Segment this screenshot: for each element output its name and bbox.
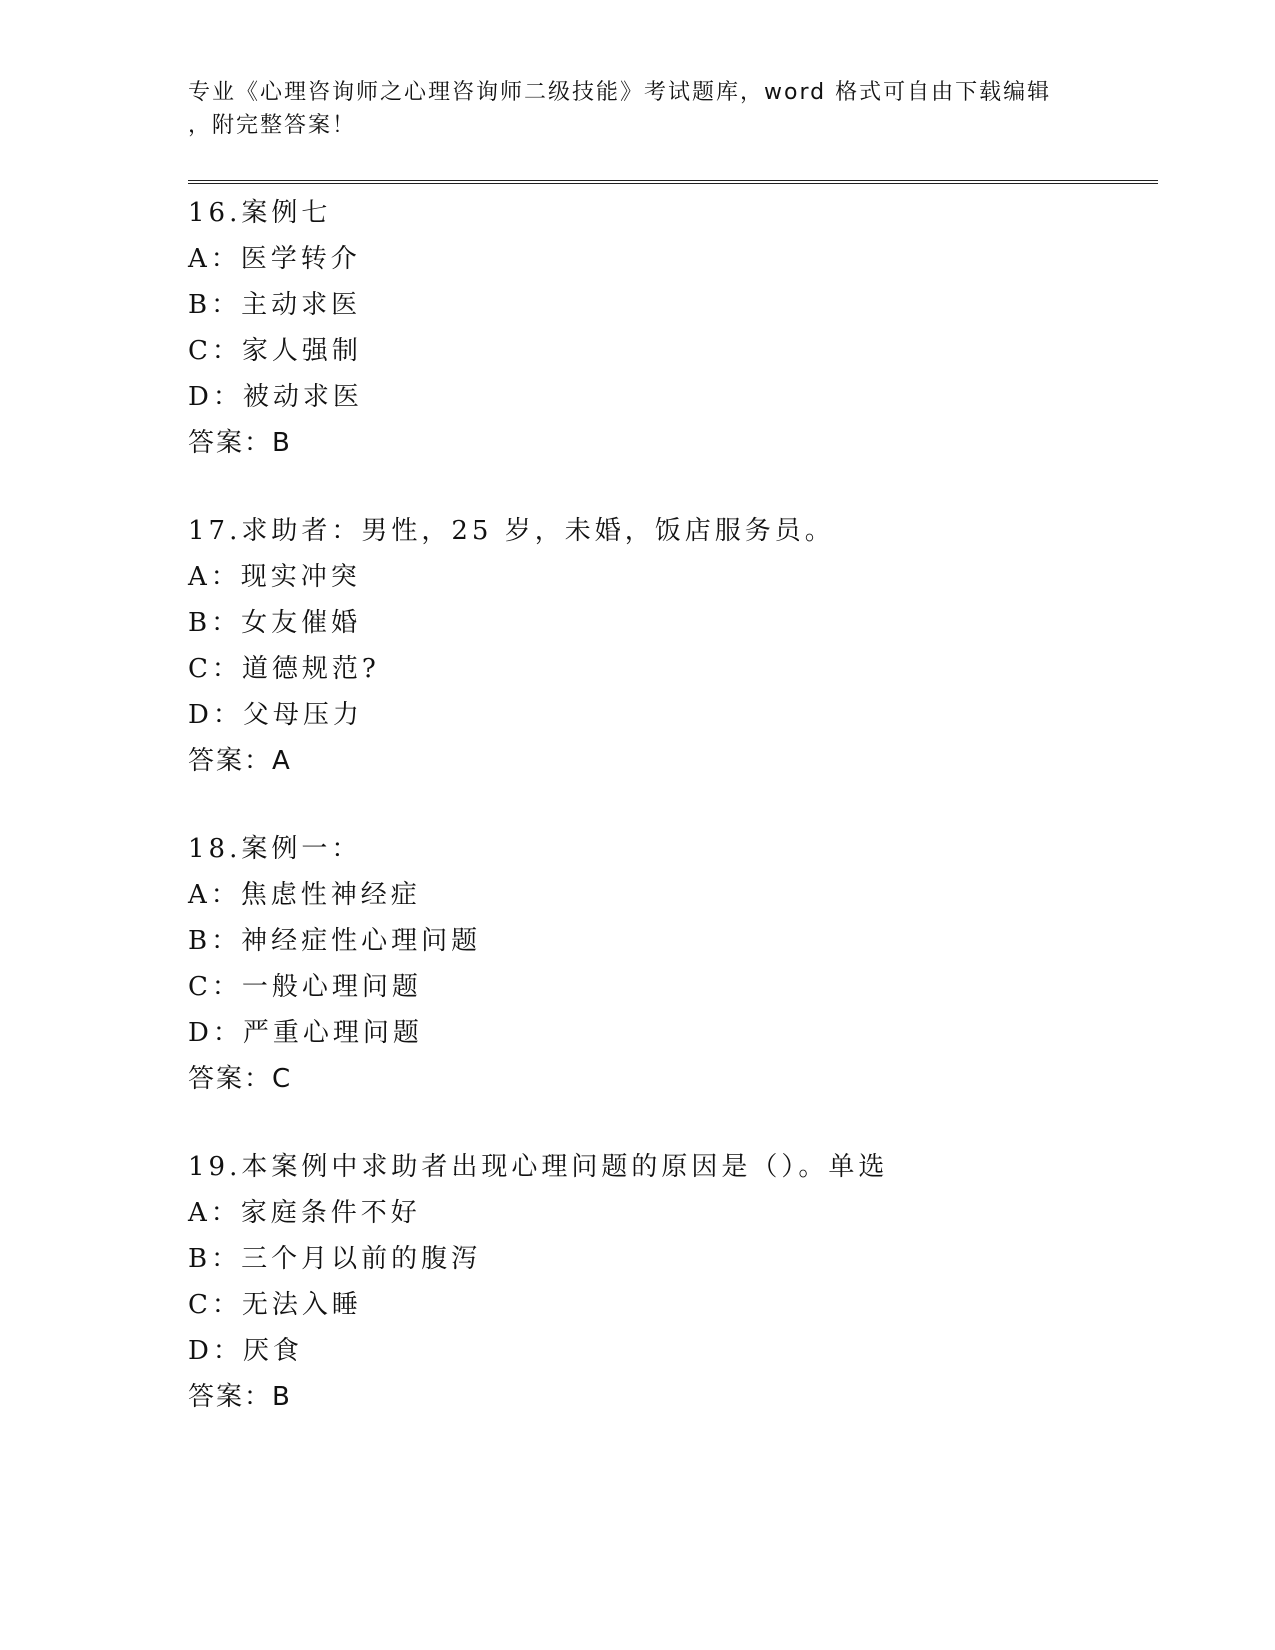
question-19 bbox=[188, 1144, 1138, 1420]
option-a: A：医学转介 bbox=[188, 244, 361, 274]
option-c: C：道德规范? bbox=[188, 654, 380, 684]
option-a: A：焦虑性神经症 bbox=[188, 880, 421, 910]
option-a: A：家庭条件不好 bbox=[188, 1198, 421, 1228]
answer-line: 答案：B bbox=[188, 428, 292, 458]
question-16 bbox=[188, 190, 1138, 466]
header-line-1: 专业《心理咨询师之心理咨询师二级技能》考试题库，word 格式可自由下载编辑 bbox=[188, 80, 1052, 105]
document-header bbox=[188, 76, 1088, 142]
option-b: B：主动求医 bbox=[188, 290, 362, 320]
option-d: D：厌食 bbox=[188, 1336, 303, 1366]
question-stem: 16.案例七 bbox=[188, 198, 332, 228]
option-c: C：无法入睡 bbox=[188, 1290, 362, 1320]
header-divider bbox=[188, 180, 1158, 184]
option-d: D：被动求医 bbox=[188, 382, 363, 412]
answer-line: 答案：B bbox=[188, 1382, 292, 1412]
question-stem: 18.案例一： bbox=[188, 834, 362, 864]
option-b: B：三个月以前的腹泻 bbox=[188, 1244, 482, 1274]
question-list bbox=[188, 190, 1138, 1462]
option-b: B：女友催婚 bbox=[188, 608, 362, 638]
question-stem: 17.求助者：男性，25 岁，未婚，饭店服务员。 bbox=[188, 516, 835, 546]
question-18 bbox=[188, 826, 1138, 1102]
option-b: B：神经症性心理问题 bbox=[188, 926, 482, 956]
option-c: C：一般心理问题 bbox=[188, 972, 422, 1002]
header-line-2: ，附完整答案！ bbox=[188, 113, 357, 138]
option-d: D：父母压力 bbox=[188, 700, 363, 730]
option-d: D：严重心理问题 bbox=[188, 1018, 423, 1048]
answer-line: 答案：C bbox=[188, 1064, 293, 1094]
question-stem: 19.本案例中求助者出现心理问题的原因是（）。单选 bbox=[188, 1152, 889, 1182]
option-a: A：现实冲突 bbox=[188, 562, 361, 592]
option-c: C：家人强制 bbox=[188, 336, 362, 366]
question-17 bbox=[188, 508, 1138, 784]
answer-line: 答案：A bbox=[188, 746, 292, 776]
